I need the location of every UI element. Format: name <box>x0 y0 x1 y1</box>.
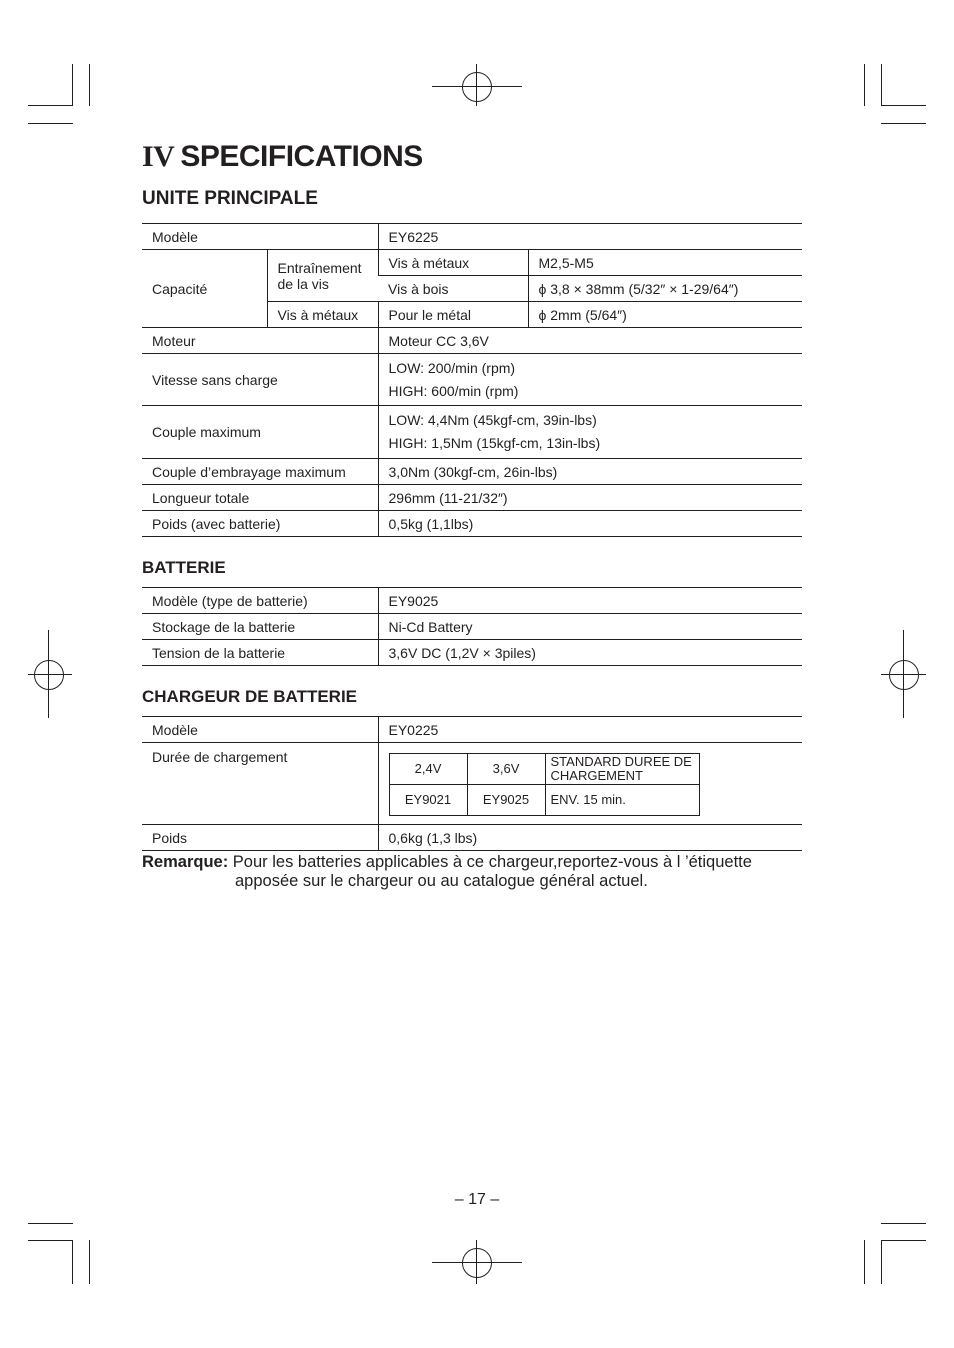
table-row <box>142 485 802 511</box>
chapter-title: SPECIFICATIONS <box>180 140 423 173</box>
row-label: Stockage de la batterie <box>142 614 378 640</box>
crop-mark <box>881 1223 926 1224</box>
crop-mark <box>28 123 73 124</box>
crop-mark <box>28 105 73 106</box>
table-row <box>142 354 802 406</box>
crop-mark <box>881 105 926 106</box>
crop-mark <box>89 1240 90 1284</box>
max-torque-high: HIGH: 1,5Nm (15kgf-cm, 13in-lbs) <box>388 435 601 451</box>
table-row <box>142 224 802 250</box>
no-load-low: LOW: 200/min (rpm) <box>388 359 516 376</box>
row-label: Vis à métaux <box>378 250 528 276</box>
table-row <box>142 640 802 666</box>
charge-cell: ENV. 15 min. <box>545 785 699 816</box>
row-label: Vis à bois <box>378 276 528 302</box>
note-line-2: apposée sur le chargeur ou au catalogue général actuel. <box>235 872 648 890</box>
row-value: EY9025 <box>378 588 802 614</box>
row-label: Modèle (type de batterie) <box>142 588 378 614</box>
row-value: 3,0Nm (30kgf-cm, 26in-lbs) <box>378 459 802 485</box>
row-value: M2,5-M5 <box>528 250 802 276</box>
charge-header-cell: 3,6V <box>467 754 545 785</box>
main-unit-table <box>142 223 802 537</box>
charge-header-cell: 2,4V <box>389 754 467 785</box>
table-row <box>142 406 802 459</box>
crop-mark <box>89 64 90 106</box>
note-line-1: Pour les batteries applicables à ce chargeur,reportez-vous à l ’étiquette <box>232 853 752 871</box>
charge-cell: EY9021 <box>389 785 467 816</box>
row-label: Poids (avec batterie) <box>142 511 378 537</box>
row-value: Moteur CC 3,6V <box>378 328 802 354</box>
table-row <box>142 250 802 276</box>
no-load-high: HIGH: 600/min (rpm) <box>388 382 519 399</box>
row-value <box>378 406 802 459</box>
capacity-label: Capacité <box>142 250 267 328</box>
row-label: Modèle <box>142 717 378 743</box>
crop-mark <box>28 1240 73 1241</box>
crop-mark <box>881 64 882 106</box>
row-label: Couple maximum <box>142 406 378 459</box>
battery-heading: BATTERIE <box>142 558 226 577</box>
row-value <box>378 743 802 825</box>
drill-label: Vis à métaux <box>267 302 378 328</box>
row-value: ϕ 3,8 × 38mm (5/32″ × 1-29/64″) <box>528 276 802 302</box>
battery-table <box>142 587 802 666</box>
row-label: Poids <box>142 825 378 851</box>
charger-table <box>142 716 802 851</box>
table-row <box>142 328 802 354</box>
crop-mark <box>881 1240 926 1241</box>
row-value <box>378 354 802 406</box>
main-unit-heading: UNITE PRINCIPALE <box>142 188 318 209</box>
row-label: Longueur totale <box>142 485 378 511</box>
note <box>142 853 802 891</box>
chapter-number: IV <box>142 140 175 173</box>
page-number: – 17 – <box>454 1191 500 1208</box>
table-row <box>142 511 802 537</box>
row-value: 0,6kg (1,3 lbs) <box>378 825 802 851</box>
row-label: Pour le métal <box>378 302 528 328</box>
row-label: Moteur <box>142 328 378 354</box>
row-label: Modèle <box>142 224 378 250</box>
table-row <box>142 825 802 851</box>
crop-mark <box>864 64 865 106</box>
table-row <box>142 743 802 825</box>
crop-mark <box>72 1240 73 1284</box>
crop-mark <box>881 123 926 124</box>
table-row <box>142 614 802 640</box>
page-title <box>142 140 423 174</box>
crop-mark <box>28 1223 73 1224</box>
row-value: EY0225 <box>378 717 802 743</box>
table-row <box>142 459 802 485</box>
row-value: 3,6V DC (1,2V × 3piles) <box>378 640 802 666</box>
charge-cell: EY9025 <box>467 785 545 816</box>
table-row <box>142 588 802 614</box>
row-value: ϕ 2mm (5/64″) <box>528 302 802 328</box>
row-label: Vitesse sans charge <box>142 354 378 406</box>
max-torque-low: LOW: 4,4Nm (45kgf-cm, 39in-lbs) <box>388 412 597 428</box>
drive-label: Entraînement de la vis <box>267 250 378 302</box>
crop-mark <box>864 1240 865 1284</box>
row-label: Durée de chargement <box>142 743 378 825</box>
charger-heading: CHARGEUR DE BATTERIE <box>142 687 358 706</box>
row-label: Couple d’embrayage maximum <box>142 459 378 485</box>
row-value: Ni-Cd Battery <box>378 614 802 640</box>
charge-header-cell: STANDARD DUREE DE CHARGEMENT <box>545 754 699 785</box>
crop-mark <box>881 1240 882 1284</box>
crop-mark <box>72 64 73 106</box>
row-value: 0,5kg (1,1lbs) <box>378 511 802 537</box>
row-label: Tension de la batterie <box>142 640 378 666</box>
charge-time-table <box>389 753 700 816</box>
note-label: Remarque: <box>142 853 229 871</box>
row-value: EY6225 <box>378 224 802 250</box>
row-value: 296mm (11-21/32″) <box>378 485 802 511</box>
table-row <box>142 717 802 743</box>
